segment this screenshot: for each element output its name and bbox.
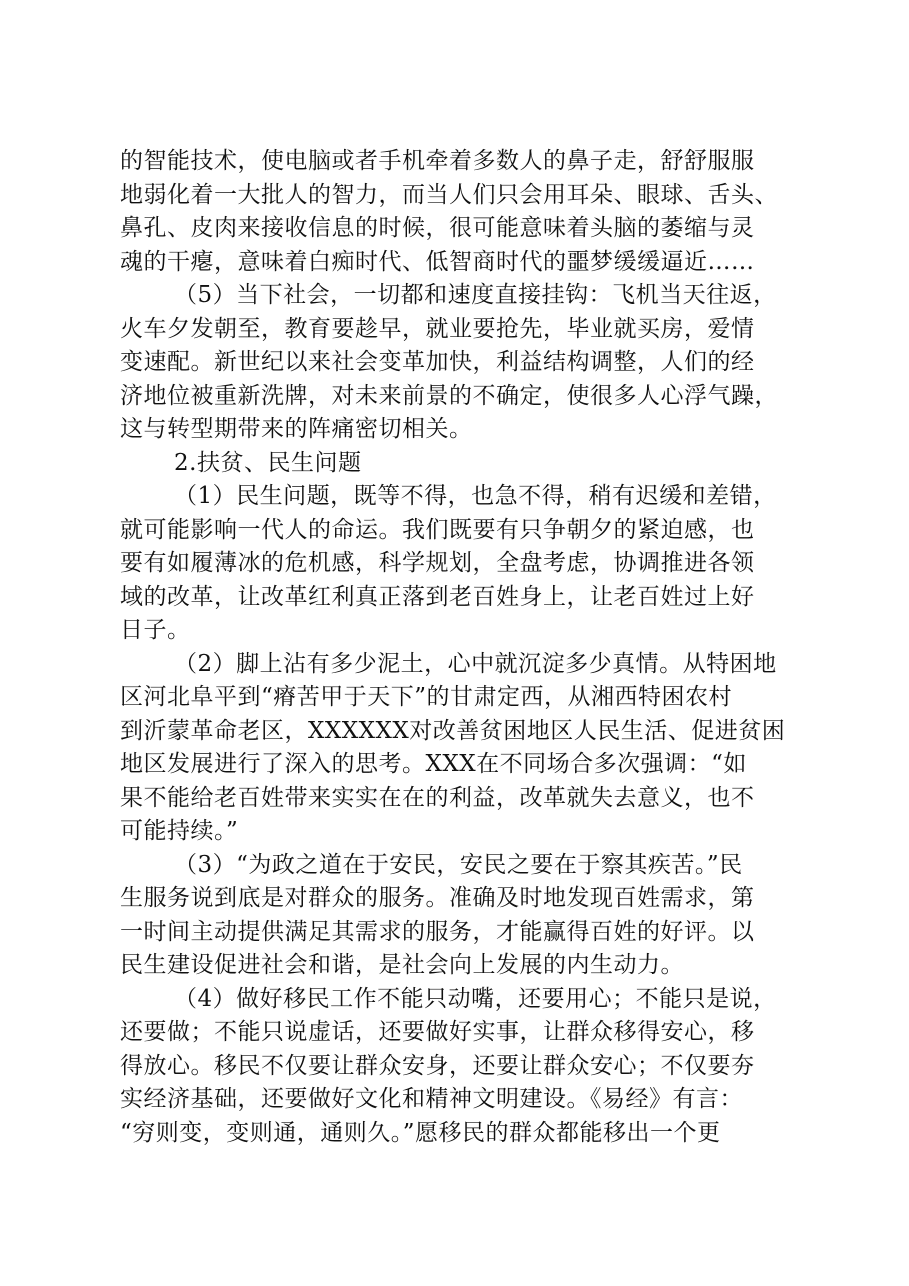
text-line: （5）当下社会，一切都和速度直接挂钩：飞机当天往返， <box>174 282 777 308</box>
text-line: 可能持续。” <box>120 818 239 844</box>
text-line: 实经济基础，还要做好文化和精神文明建设。《易经》有言： <box>120 1086 743 1112</box>
text-line: 火车夕发朝至，教育要趁早，就业要抢先，毕业就买房，爱情 <box>120 315 755 342</box>
paragraph-item-3 <box>120 849 810 983</box>
text-line: 变速配。新世纪以来社会变革加快，利益结构调整，人们的经 <box>120 349 755 375</box>
text-line: 生服务说到底是对群众的服务。准确及时地发现百姓需求，第 <box>120 885 755 911</box>
text-line: “穷则变，变则通，通则久。”愿移民的群众都能移出一个更 <box>120 1119 721 1146</box>
paragraph-item-1 <box>120 480 810 648</box>
paragraph-item-2 <box>120 648 810 849</box>
text-line: 要有如履薄冰的危机感，科学规划，全盘考虑，协调推进各领 <box>120 550 755 576</box>
text-line: 民生建设促进社会和谐，是社会向上发展的内生动力。 <box>120 952 684 978</box>
text-line: （1）民生问题，既等不得，也急不得，稍有迟缓和差错， <box>174 483 777 509</box>
text-line: （4）做好移民工作不能只动嘴，还要用心；不能只是说， <box>174 985 777 1012</box>
text-line: 魂的干瘪，意味着白痴时代、低智商时代的噩梦缓缓逼近…… <box>120 248 755 275</box>
text-line: （2）脚上沾有多少泥土，心中就沉淀多少真情。从特困地 <box>174 650 777 677</box>
heading-text: 2.扶贫、民生问题 <box>174 449 362 476</box>
text-line: 地区发展进行了深入的思考。XXX在不同场合多次强调：“如 <box>120 751 747 777</box>
text-line: 济地位被重新洗牌，对未来前景的不确定，使很多人心浮气躁， <box>120 382 778 409</box>
text-line: 域的改革，让改革红利真正落到老百姓身上，让老百姓过上好 <box>120 583 755 610</box>
text-line: 一时间主动提供满足其需求的服务，才能赢得百姓的好评。以 <box>120 918 755 945</box>
text-line: （3）“为政之道在于安民，安民之要在于察其疾苦。”民 <box>174 851 743 878</box>
text-line: 到沂蒙革命老区，XXXXXX对改善贫困地区人民生活、促进贫困 <box>120 717 786 744</box>
section-heading <box>120 447 810 481</box>
paragraph-item-4 <box>120 983 810 1151</box>
text-line: 的智能技术，使电脑或者手机牵着多数人的鼻子走，舒舒服服 <box>120 148 755 174</box>
text-line: 日子。 <box>120 617 191 643</box>
document-body <box>120 145 810 1150</box>
text-line: 就可能影响一代人的命运。我们既要有只争朝夕的紧迫感，也 <box>120 516 755 543</box>
paragraph-continuation <box>120 145 810 279</box>
paragraph-item-5 <box>120 279 810 447</box>
text-line: 果不能给老百姓带来实实在在的利益，改革就失去意义，也不 <box>120 784 755 811</box>
text-line: 鼻孔、皮肉来接收信息的时候，很可能意味着头脑的萎缩与灵 <box>120 215 755 241</box>
text-line: 区河北阜平到“瘠苦甲于天下”的甘肃定西，从湘西特困农村 <box>120 684 733 710</box>
text-line: 得放心。移民不仅要让群众安身，还要让群众安心；不仅要夯 <box>120 1052 755 1079</box>
text-line: 还要做；不能只说虚话，还要做好实事，让群众移得安心，移 <box>120 1019 755 1045</box>
text-line: 这与转型期带来的阵痛密切相关。 <box>120 416 473 442</box>
text-line: 地弱化着一大批人的智力，而当人们只会用耳朵、眼球、舌头、 <box>120 181 778 208</box>
